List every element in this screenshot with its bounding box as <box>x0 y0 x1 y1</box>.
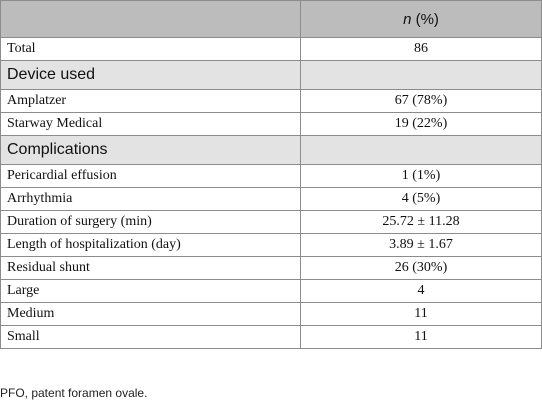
table-row <box>1 326 542 349</box>
row-label: Medium <box>1 303 301 326</box>
row-value: 67 (78%) <box>301 90 542 113</box>
row-label: Total <box>1 38 301 61</box>
table-row <box>1 257 542 280</box>
row-value: 19 (22%) <box>301 113 542 136</box>
row-value: 3.89 ± 1.67 <box>301 234 542 257</box>
row-value: 25.72 ± 11.28 <box>301 211 542 234</box>
table-row <box>1 90 542 113</box>
row-label: Residual shunt <box>1 257 301 280</box>
header-n-percent-cell <box>301 1 542 38</box>
row-label: Small <box>1 326 301 349</box>
row-value: 4 <box>301 280 542 303</box>
table-row <box>1 165 542 188</box>
section-empty-cell <box>301 61 542 90</box>
row-value: 26 (30%) <box>301 257 542 280</box>
table-row <box>1 188 542 211</box>
header-n-symbol: n <box>403 10 412 28</box>
row-label: Pericardial effusion <box>1 165 301 188</box>
row-label: Arrhythmia <box>1 188 301 211</box>
table-row <box>1 303 542 326</box>
row-value: 11 <box>301 326 542 349</box>
table-footnote: PFO, patent foramen ovale. <box>0 386 148 400</box>
header-percent-label: (%) <box>411 10 439 28</box>
table-row <box>1 211 542 234</box>
header-label-cell <box>1 1 301 38</box>
row-label: Duration of surgery (min) <box>1 211 301 234</box>
row-label: Amplatzer <box>1 90 301 113</box>
table-row <box>1 113 542 136</box>
row-value: 4 (5%) <box>301 188 542 211</box>
table-row <box>1 38 542 61</box>
table-header-row <box>1 1 542 38</box>
section-title: Complications <box>1 136 301 165</box>
section-header-row <box>1 61 542 90</box>
row-label: Starway Medical <box>1 113 301 136</box>
table-row <box>1 280 542 303</box>
section-title: Device used <box>1 61 301 90</box>
section-empty-cell <box>301 136 542 165</box>
section-header-row <box>1 136 542 165</box>
row-label: Length of hospitalization (day) <box>1 234 301 257</box>
table-row <box>1 234 542 257</box>
row-value: 1 (1%) <box>301 165 542 188</box>
row-value: 86 <box>301 38 542 61</box>
row-label: Large <box>1 280 301 303</box>
row-value: 11 <box>301 303 542 326</box>
